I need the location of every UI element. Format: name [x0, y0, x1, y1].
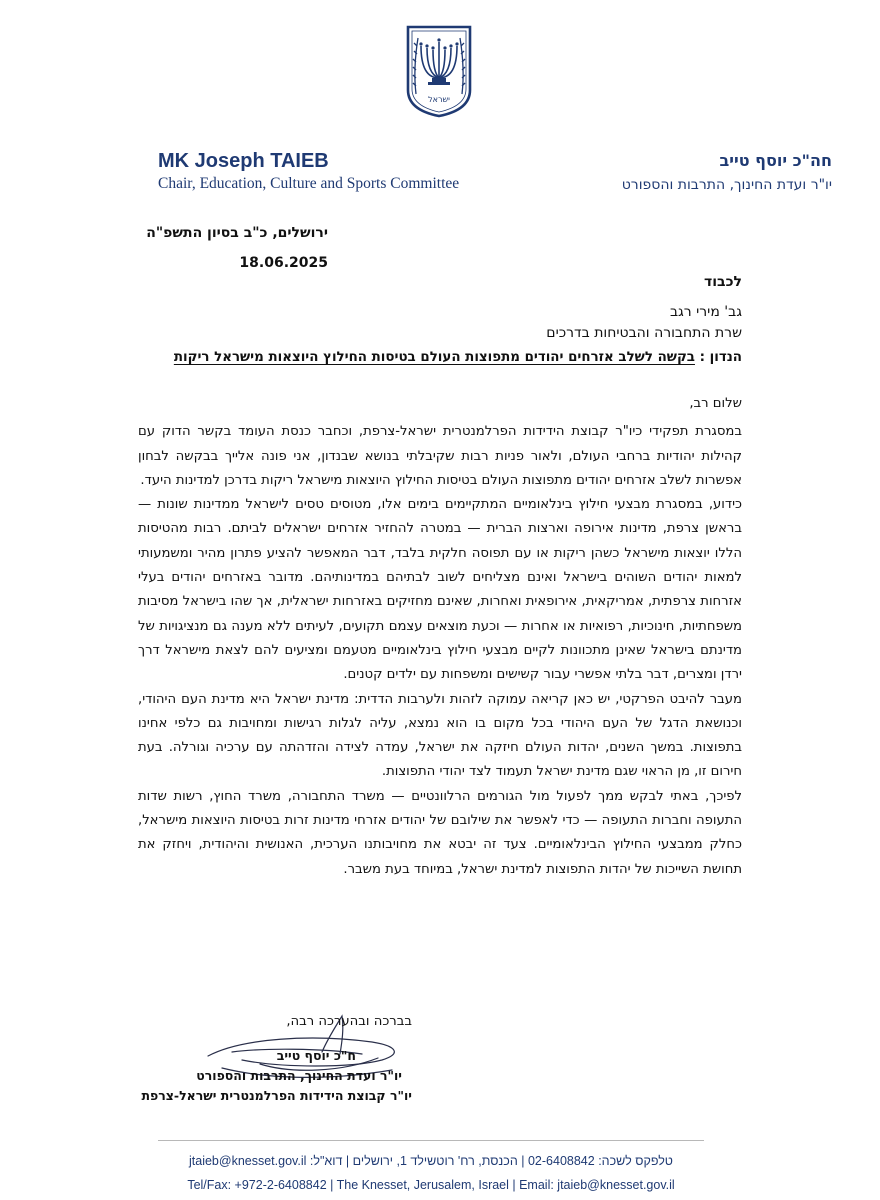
- subject-text: בקשה לשלב אזרחים יהודים מתפוצות העולם בטיסות החילוץ היוצאות מישראל ריקות: [173, 350, 695, 365]
- signer-role-2: יו"ר קבוצת הידידות הפרלמנטרית ישראל-צרפת: [141, 1088, 412, 1103]
- recipient-name: גב' מירי רגב: [669, 304, 742, 320]
- footer-divider: [158, 1140, 704, 1141]
- signer-role-1: יו"ר ועדת החינוך, התרבות והספורט: [196, 1068, 402, 1083]
- body-paragraph: כידוע, במסגרת מבצעי חילוץ בינלאומיים המתקיימים בימים אלו, מטוסים טסים לישראל ממדינות שונות — בראשן צרפת, מדינות אירופה וארצות הברית — במטרה להחזיר אזרחים ישראלים לביתם. רבות מהטיסות הללו יוצאות מישראל כשהן ריקות או עם תפוסה חלקית בלבד, דבר המאפשר להציע פתרון מהיר ומשמעותי למאות יהודים השוהים בישראל ואינם מצליחים לשוב לבתיהם במדינותיהם. מדובר באזרחים יהודים בעלי אזרחות צרפתית, אמריקאית, אירופאית ואחרות, שאינם מחזיקים באזרחות ישראלית, אך שהו בישראל מסיבות משפחתיות, חינוכיות, רפואיות או אחרות — וכעת מוצאים עצמם תקועים, לעיתים ללא מענה גם מנציגויות של מדינתם בישראל שאינן מתכוונות לקיים מבצעי חילוץ בינלאומיים מטעמם ומציעים להם לצאת מישראל דרך ירדן ומצרים, דבר בלתי אפשרי עבור קשישים ומשפחות עם ילדים קטנים.: [138, 497, 742, 683]
- body-paragraph: לפיכך, באתי לבקש ממך לפעול מול הגורמים הרלוונטיים — משרד התחבורה, משרד החוץ, רשות שדות התעופה וחברות התעופה — כדי לאפשר את שילובם של יהודים אזרחי מדינות זרות בטיסות היוצאות מישראל, כחלק ממבצעי החילוץ הבינלאומיים. צעד זה יבטא את מחויבותנו הערכית, האנושית והיהודית, ויחזק את תחושת השייכות של יהדות התפוצות למדינת ישראל, במיוחד בעת משבר.: [138, 788, 742, 877]
- signature-block: [141, 1012, 412, 1106]
- date-block: [146, 218, 328, 278]
- state-emblem-icon: [404, 24, 474, 118]
- closing: בברכה ובהערכה רבה,: [286, 1014, 412, 1029]
- header-english: [158, 150, 459, 194]
- subject-line: [174, 347, 742, 369]
- header-english-role: Chair, Education, Culture and Sports Committee: [158, 175, 460, 192]
- body-paragraph: במסגרת תפקידי כיו"ר קבוצת הידידות הפרלמנטרית ישראל-צרפת, וכחבר כנסת העומד בקשר הדוק עם קהילות יהודיות ברחבי העולם, ולאור פניות רבות שקיבלתי בנושא שבנדון, אני פונה אלייך בבקשה לבחון אפשרות לשלב אזרחים יהודים מתפוצות העולם בטיסות החילוץ היוצאות מישראל ריקות בדרכן למדינות היעד.: [138, 424, 742, 488]
- header-hebrew: [622, 150, 832, 196]
- header-hebrew-name: חה"כ יוסף טייב: [719, 151, 832, 170]
- gregorian-date: 18.06.2025: [239, 255, 328, 271]
- header-hebrew-role: יו"ר ועדת החינוך, התרבות והספורט: [621, 177, 832, 193]
- recipient-salutation: לכבוד: [704, 274, 742, 290]
- body-paragraph: מעבר להיבט הפרקטי, יש כאן קריאה עמוקה לזהות ולערבות הדדית: מדינת ישראל היא מדינת העם היהודי, וכנושאת הדגל של העם היהודי בכל מקום בו הוא נמצא, עליה לגלות רגישות ומחויבות גם כלפי אחינו בתפוצות. במשך השנים, יהדות העולם חיזקה את ישראל, עמדה לצידה והזדהתה עם ערכיה וגורלה. בעת חירום זו, מן הראוי שגם מדינת ישראל תעמוד לצד יהודי התפוצות.: [138, 691, 742, 780]
- footer-english: Tel/Fax: +972-2-6408842 | The Knesset, Jerusalem, Israel | Email: jtaieb@knesset.gov.il: [187, 1178, 675, 1192]
- signer-name: ח"כ יוסף טייב: [276, 1048, 356, 1063]
- recipient-block: [546, 272, 742, 344]
- footer: [158, 1149, 704, 1197]
- hebrew-date: ירושלים, כ"ב בסיון התשפ"ה: [146, 225, 328, 241]
- recipient-title: שרת התחבורה והבטיחות בדרכים: [546, 325, 742, 341]
- subject-label: הנדון :: [699, 350, 742, 365]
- footer-hebrew: טלפקס לשכה: 02-6408842 | הכנסת, רח' רוטשילד 1, ירושלים | דוא"ל: jtaieb@knesset.gov.il: [189, 1154, 673, 1168]
- emblem-text: ישראל: [428, 95, 450, 104]
- header-english-name: MK Joseph TAIEB: [158, 150, 329, 172]
- letter-body: [138, 392, 742, 882]
- greeting: שלום רב,: [689, 396, 742, 411]
